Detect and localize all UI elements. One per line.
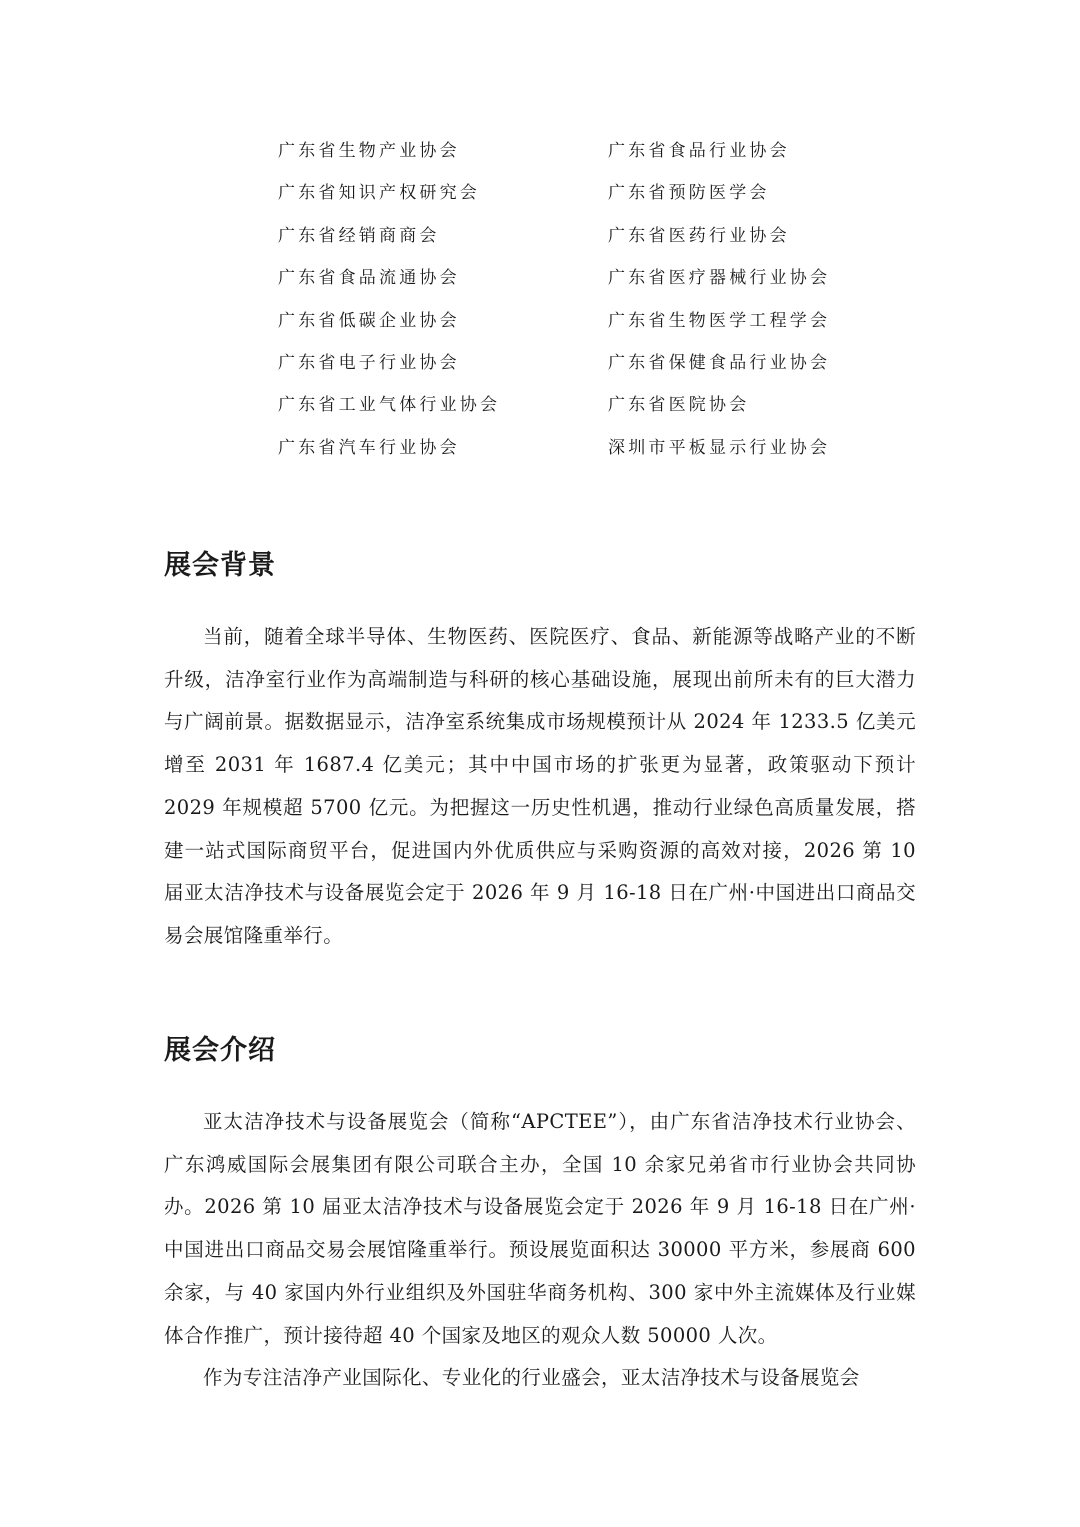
organization-name: 广东省工业气体行业协会 bbox=[278, 395, 501, 416]
organization-name: 广东省食品流通协会 bbox=[278, 268, 460, 289]
organization-name: 广东省知识产权研究会 bbox=[278, 183, 480, 204]
organization-name: 广东省汽车行业协会 bbox=[278, 437, 460, 458]
organization-row bbox=[278, 388, 878, 430]
organization-list bbox=[278, 134, 878, 473]
intro-paragraph-continued: 作为专注洁净产业国际化、专业化的行业盛会，亚太洁净技术与设备展览会 bbox=[203, 1366, 860, 1389]
organization-row bbox=[278, 431, 878, 473]
organization-row bbox=[278, 261, 878, 303]
organization-row bbox=[278, 219, 878, 261]
organization-name: 广东省电子行业协会 bbox=[278, 352, 460, 373]
section-title-background: 展会背景 bbox=[164, 550, 276, 581]
organization-name: 广东省医院协会 bbox=[608, 395, 750, 416]
organization-row bbox=[278, 346, 878, 388]
organization-row bbox=[278, 304, 878, 346]
intro-paragraph: 亚太洁净技术与设备展览会（简称“APCTEE”），由广东省洁净技术行业协会、广东鸿威国际会展集团有限公司联合主办，全国 10 余家兄弟省市行业协会共同协办。2026 第 10 届亚太洁净技术与设备展览会定于 2026 年 9 月 16-18 日在广州·中国进出口商品交易会展馆隆重举行。预设展览面积达 30000 平方米，参展商 600 余家，与 40 家国内外行业组织及外国驻华商务机构、300 家中外主流媒体及行业媒体合作推广，预计接待超 40 个国家及地区的观众人数 50000 人次。 bbox=[164, 1110, 916, 1347]
organization-row bbox=[278, 134, 878, 176]
organization-name: 广东省经销商商会 bbox=[278, 225, 440, 246]
organization-row bbox=[278, 176, 878, 218]
organization-name: 广东省保健食品行业协会 bbox=[608, 352, 831, 373]
organization-name: 深圳市平板显示行业协会 bbox=[608, 437, 831, 458]
organization-name: 广东省低碳企业协会 bbox=[278, 310, 460, 331]
organization-name: 广东省医疗器械行业协会 bbox=[608, 268, 831, 289]
section-title-intro: 展会介绍 bbox=[164, 1035, 276, 1066]
organization-name: 广东省食品行业协会 bbox=[608, 141, 790, 161]
background-paragraph: 当前，随着全球半导体、生物医药、医院医疗、食品、新能源等战略产业的不断升级，洁净室行业作为高端制造与科研的核心基础设施，展现出前所未有的巨大潜力与广阔前景。据数据显示，洁净室系统集成市场规模预计从 2024 年 1233.5 亿美元增至 2031 年 1687.4 亿美元；其中中国市场的扩张更为显著，政策驱动下预计 2029 年规模超 5700 亿元。为把握这一历史性机遇，推动行业绿色高质量发展，搭建一站式国际商贸平台，促进国内外优质供应与采购资源的高效对接，2026 第 10 届亚太洁净技术与设备展览会定于 2026 年 9 月 16-18 日在广州·中国进出口商品交易会展馆隆重举行。 bbox=[164, 625, 916, 947]
organization-name: 广东省预防医学会 bbox=[608, 183, 770, 204]
organization-name: 广东省生物产业协会 bbox=[278, 141, 460, 161]
organization-name: 广东省医药行业协会 bbox=[608, 225, 790, 246]
organization-name: 广东省生物医学工程学会 bbox=[608, 310, 831, 331]
